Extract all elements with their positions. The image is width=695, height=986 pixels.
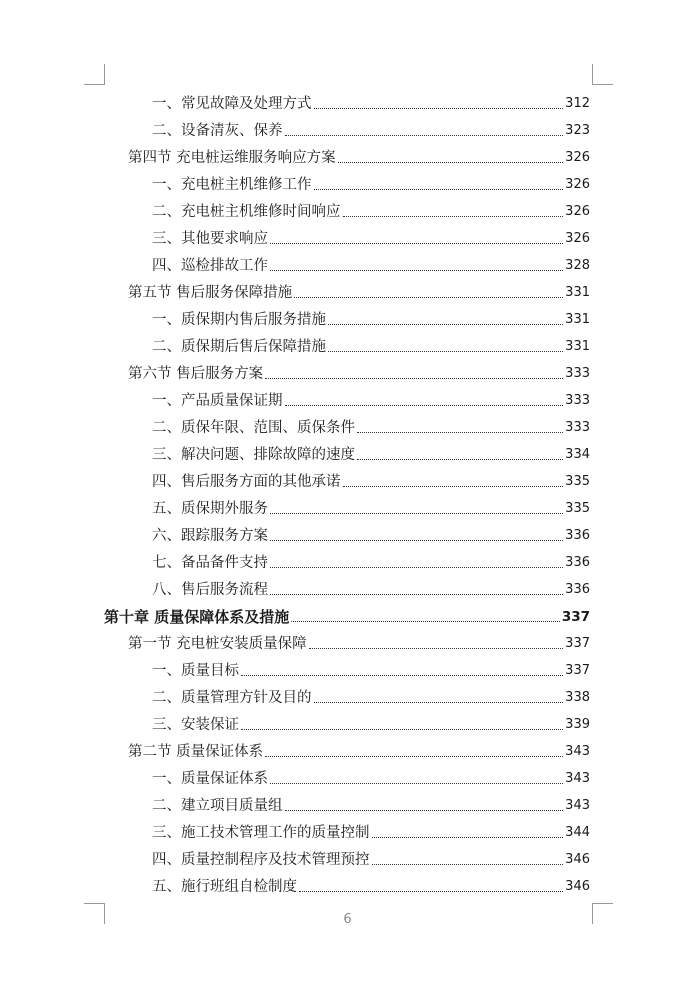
toc-entry-page: 346 bbox=[565, 852, 590, 867]
toc-entry-title: 第五节 售后服务保障措施 bbox=[128, 285, 293, 301]
toc-dot-leader bbox=[241, 674, 563, 676]
toc-entry-page: 343 bbox=[565, 744, 590, 759]
toc-entry-title: 二、充电桩主机维修时间响应 bbox=[152, 204, 341, 220]
toc-entry-page: 344 bbox=[565, 825, 590, 840]
toc-dot-leader bbox=[285, 809, 564, 811]
toc-entry-title: 七、备品备件支持 bbox=[152, 555, 268, 571]
toc-dot-leader bbox=[372, 836, 564, 838]
toc-entry-page: 337 bbox=[565, 636, 590, 651]
toc-entry-page: 333 bbox=[565, 393, 590, 408]
toc-entry-page: 337 bbox=[565, 663, 590, 678]
toc-entry-title: 三、施工技术管理工作的质量控制 bbox=[152, 825, 370, 841]
toc-entry-page: 346 bbox=[565, 879, 590, 894]
toc-entry-page: 336 bbox=[565, 528, 590, 543]
crop-mark-top-left bbox=[84, 64, 105, 85]
toc-entry[interactable] bbox=[152, 302, 590, 329]
toc-entry-page: 326 bbox=[565, 231, 590, 246]
toc-entry-page: 326 bbox=[565, 204, 590, 219]
toc-entry-page: 331 bbox=[565, 312, 590, 327]
toc-dot-leader bbox=[285, 404, 564, 406]
toc-entry-page: 343 bbox=[565, 798, 590, 813]
toc-entry-title: 三、其他要求响应 bbox=[152, 231, 268, 247]
toc-entry[interactable] bbox=[128, 626, 590, 653]
toc-entry-page: 338 bbox=[565, 690, 590, 705]
toc-dot-leader bbox=[291, 620, 560, 622]
toc-entry[interactable] bbox=[152, 167, 590, 194]
toc-entry-title: 第十章 质量保障体系及措施 bbox=[104, 608, 290, 626]
toc-dot-leader bbox=[270, 593, 563, 595]
toc-entry[interactable] bbox=[152, 761, 590, 788]
toc-entry-title: 二、建立项目质量组 bbox=[152, 798, 283, 814]
toc-entry[interactable] bbox=[128, 275, 590, 302]
toc-entry[interactable] bbox=[152, 545, 590, 572]
toc-entry-title: 二、质量管理方针及目的 bbox=[152, 690, 312, 706]
toc-entry-title: 四、巡检排故工作 bbox=[152, 258, 268, 274]
toc-entry[interactable] bbox=[128, 356, 590, 383]
toc-entry-title: 一、质量目标 bbox=[152, 663, 239, 679]
toc-dot-leader bbox=[343, 485, 564, 487]
toc-entry[interactable] bbox=[104, 599, 590, 626]
toc-dot-leader bbox=[285, 134, 564, 136]
toc-entry[interactable] bbox=[152, 491, 590, 518]
toc-entry[interactable] bbox=[152, 248, 590, 275]
toc-entry-page: 323 bbox=[565, 123, 590, 138]
toc-dot-leader bbox=[265, 377, 563, 379]
toc-entry[interactable] bbox=[152, 653, 590, 680]
toc-dot-leader bbox=[241, 728, 563, 730]
toc-entry[interactable] bbox=[152, 194, 590, 221]
toc-entry-title: 五、质保期外服务 bbox=[152, 501, 268, 517]
toc-entry-page: 331 bbox=[565, 339, 590, 354]
toc-entry-title: 一、质保期内售后服务措施 bbox=[152, 312, 326, 328]
toc-entry-page: 331 bbox=[565, 285, 590, 300]
toc-entry-page: 336 bbox=[565, 555, 590, 570]
toc-entry-title: 一、充电桩主机维修工作 bbox=[152, 177, 312, 193]
page-number: 6 bbox=[343, 912, 352, 927]
toc-dot-leader bbox=[314, 188, 564, 190]
toc-entry-title: 二、设备清灰、保养 bbox=[152, 123, 283, 139]
toc-entry[interactable] bbox=[152, 437, 590, 464]
toc-entry[interactable] bbox=[152, 86, 590, 113]
toc-entry-page: 335 bbox=[565, 501, 590, 516]
toc-dot-leader bbox=[357, 458, 563, 460]
toc-entry-title: 第六节 售后服务方案 bbox=[128, 366, 264, 382]
toc-entry[interactable] bbox=[128, 734, 590, 761]
toc-entry[interactable] bbox=[152, 815, 590, 842]
toc-entry-title: 一、常见故障及处理方式 bbox=[152, 96, 312, 112]
toc-entry-title: 六、跟踪服务方案 bbox=[152, 528, 268, 544]
toc-entry-title: 一、产品质量保证期 bbox=[152, 393, 283, 409]
toc-entry-title: 一、质量保证体系 bbox=[152, 771, 268, 787]
toc-entry-title: 四、售后服务方面的其他承诺 bbox=[152, 474, 341, 490]
toc-dot-leader bbox=[372, 863, 564, 865]
toc-dot-leader bbox=[265, 755, 563, 757]
toc-entry-page: 337 bbox=[561, 609, 590, 625]
toc-dot-leader bbox=[328, 323, 563, 325]
toc-entry-title: 四、质量控制程序及技术管理预控 bbox=[152, 852, 370, 868]
toc-entry[interactable] bbox=[152, 518, 590, 545]
toc-entry-page: 335 bbox=[565, 474, 590, 489]
toc-dot-leader bbox=[270, 269, 563, 271]
toc-dot-leader bbox=[309, 647, 564, 649]
toc-entry-page: 334 bbox=[565, 447, 590, 462]
toc-entry[interactable] bbox=[152, 464, 590, 491]
toc-entry[interactable] bbox=[128, 140, 590, 167]
toc-entry[interactable] bbox=[152, 113, 590, 140]
toc-entry-page: 326 bbox=[565, 177, 590, 192]
toc-entry[interactable] bbox=[152, 680, 590, 707]
toc-entry[interactable] bbox=[152, 842, 590, 869]
toc-entry-page: 326 bbox=[565, 150, 590, 165]
toc-entry[interactable] bbox=[152, 383, 590, 410]
toc-dot-leader bbox=[270, 242, 563, 244]
toc-entry-title: 三、安装保证 bbox=[152, 717, 239, 733]
toc-dot-leader bbox=[270, 539, 563, 541]
toc-entry-page: 312 bbox=[565, 96, 590, 111]
toc-dot-leader bbox=[328, 350, 563, 352]
toc-dot-leader bbox=[343, 215, 564, 217]
toc-entry-title: 第二节 质量保证体系 bbox=[128, 744, 264, 760]
toc-entry[interactable] bbox=[152, 221, 590, 248]
toc-entry-title: 二、质保年限、范围、质保条件 bbox=[152, 420, 355, 436]
toc-entry-page: 336 bbox=[565, 582, 590, 597]
toc-entry[interactable] bbox=[152, 572, 590, 599]
toc-dot-leader bbox=[294, 296, 563, 298]
toc-dot-leader bbox=[270, 512, 563, 514]
toc-dot-leader bbox=[299, 890, 563, 892]
toc-entry-page: 343 bbox=[565, 771, 590, 786]
toc-dot-leader bbox=[338, 161, 564, 163]
toc-entry-page: 333 bbox=[565, 420, 590, 435]
toc-dot-leader bbox=[270, 782, 563, 784]
toc-dot-leader bbox=[314, 107, 564, 109]
crop-mark-top-right bbox=[592, 64, 613, 85]
toc-entry-page: 328 bbox=[565, 258, 590, 273]
toc-entry[interactable] bbox=[152, 869, 590, 896]
toc-entry-title: 八、售后服务流程 bbox=[152, 582, 268, 598]
toc-entry-title: 五、施行班组自检制度 bbox=[152, 879, 297, 895]
toc-entry[interactable] bbox=[152, 707, 590, 734]
toc-entry-page: 333 bbox=[565, 366, 590, 381]
toc-entry-title: 二、质保期后售后保障措施 bbox=[152, 339, 326, 355]
toc-dot-leader bbox=[314, 701, 564, 703]
toc-entry-title: 第一节 充电桩安装质量保障 bbox=[128, 636, 307, 652]
toc-dot-leader bbox=[270, 566, 563, 568]
toc-entry-page: 339 bbox=[565, 717, 590, 732]
toc-entry[interactable] bbox=[152, 329, 590, 356]
toc-entry[interactable] bbox=[152, 788, 590, 815]
toc-dot-leader bbox=[357, 431, 563, 433]
toc-entry-title: 第四节 充电桩运维服务响应方案 bbox=[128, 150, 336, 166]
toc-entry[interactable] bbox=[152, 410, 590, 437]
toc-entry-title: 三、解决问题、排除故障的速度 bbox=[152, 447, 355, 463]
